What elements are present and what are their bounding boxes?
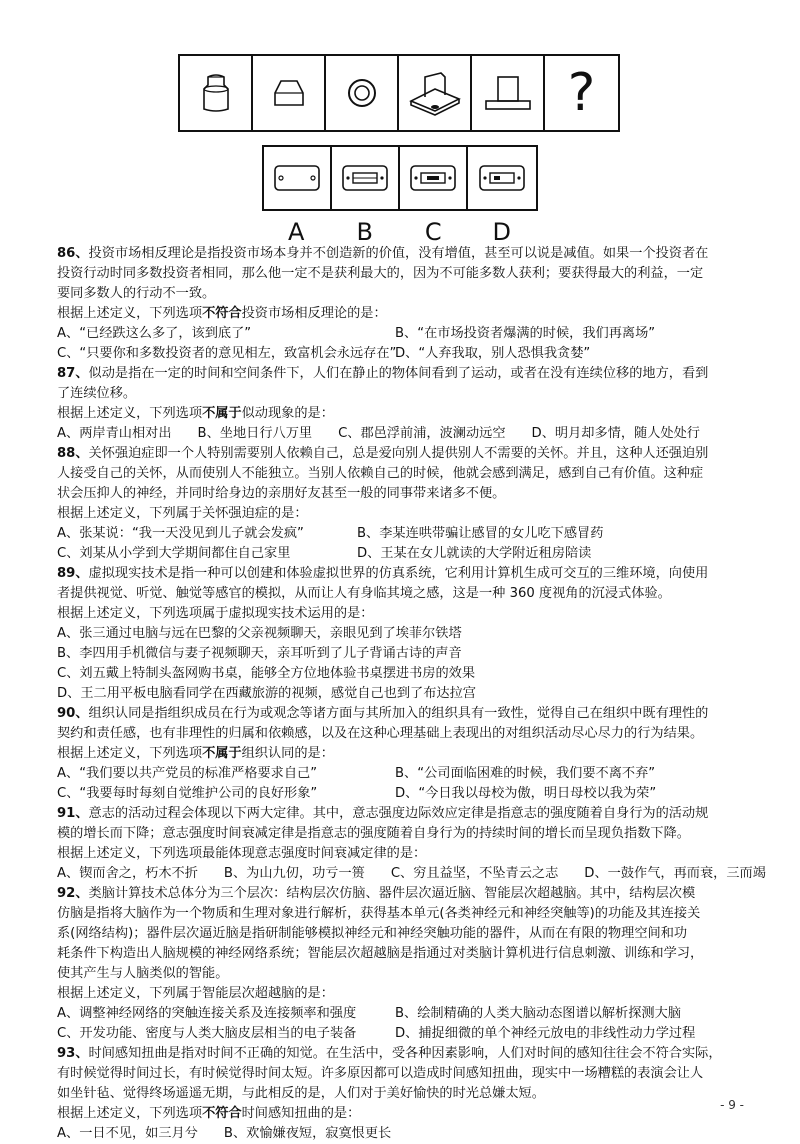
question-90-options-ab [57, 764, 747, 784]
figure-option-c [400, 147, 468, 209]
option-d[interactable]: D、王二用平板电脑看同学在西藏旅游的视频，感觉自己也到了布达拉宫 [57, 686, 476, 701]
option-b[interactable]: B、李四用手机微信与妻子视频聊天，亲耳听到了儿子背诵古诗的声音 [57, 646, 462, 661]
question-number: 90、 [57, 706, 89, 721]
option-c[interactable]: C、刘五戴上特制头盔网购书桌，能够全方位地体验书桌摆进书房的效果 [57, 666, 476, 681]
figure-option-b [332, 147, 400, 209]
option-c[interactable]: C、刘某从小学到大学期间都住自己家里 [57, 546, 291, 561]
ring-icon [342, 73, 382, 113]
option-a-shape-icon [272, 163, 322, 193]
stem-line: 者提供视觉、听觉、触觉等感官的模拟，从而让人有身临其境之感，这是一种 360 度视角的沉浸式体验。 [57, 586, 671, 601]
figure-option-d [468, 147, 536, 209]
option-a[interactable]: A、锲而舍之，朽木不折 [57, 866, 198, 881]
question-90-prompt [57, 744, 747, 764]
prompt-emphasis: 不符合 [202, 306, 242, 321]
option-b[interactable]: B、李某连哄带骗让感冒的女儿吃下感冒药 [357, 526, 604, 541]
figure-cell-4 [399, 56, 472, 130]
question-88-options-cd [57, 544, 747, 564]
question-93-prompt [57, 1104, 747, 1124]
stem-line: 使其产生与人脑类似的智能。 [57, 966, 229, 981]
stem-text: 时间感知扭曲是指对时间不正确的知觉。在生活中，受各种因素影响，人们对时间的感知往往会不符合实际， [88, 1046, 722, 1061]
question-88-stem-line [57, 444, 747, 464]
question-92-options-cd [57, 1024, 747, 1044]
option-c[interactable]: C、开发功能、密度与人类大脑皮层相当的电子装备 [57, 1026, 357, 1041]
stem-text: 关怀强迫症即一个人特别需要别人依赖自己，总是爱向别人提供别人不需要的关怀。并且，这种人还强迫别 [88, 446, 709, 461]
stem-line: 契约和责任感，也有非理性的归属和依赖感，以及在这种心理基础上表现出的对组织活动尽心尽力的行为结果。 [57, 726, 704, 741]
t-block-icon [482, 71, 534, 115]
figure-cell-1 [180, 56, 253, 130]
question-89-stem-line [57, 564, 747, 584]
stem-line: 状会压抑人的神经，并同时给身边的亲朋好友甚至一般的同事带来诸多不便。 [57, 486, 506, 501]
question-92-stem-line [57, 884, 747, 904]
option-label-a: A [288, 218, 305, 246]
option-label-d: D [492, 218, 511, 246]
question-number: 91、 [57, 806, 89, 821]
stem-line: 要同多数人的行动不一致。 [57, 286, 216, 301]
option-c[interactable]: C、郡邑浮前浦，波澜动远空 [338, 426, 506, 441]
question-90-stem-line [57, 704, 747, 724]
option-b[interactable]: B、欢愉嫌夜短，寂寞恨更长 [223, 1126, 392, 1141]
question-91-stem-line [57, 804, 747, 824]
question-number: 86、 [57, 246, 89, 261]
figure-cell-question [545, 56, 618, 130]
question-92-prompt: 根据上述定义，下列属于智能层次超越脑的是： [57, 986, 334, 1001]
option-c-shape-icon [408, 163, 458, 193]
stem-text: 组织认同是指组织成员在行为或观念等诸方面与其所加入的组织具有一致性，觉得自己在组织中既有理性的 [88, 706, 709, 721]
question-86-options-cd [57, 344, 747, 364]
stem-text: 投资市场相反理论是指投资市场本身并不创造新的价值，没有增值，甚至可以说是减值。如果一个投资者在 [88, 246, 709, 261]
cylinder-block-icon [196, 71, 236, 115]
option-label-b: B [356, 218, 373, 246]
option-b[interactable]: B、绘制精确的人类大脑动态图谱以解析探测大脑 [395, 1006, 681, 1021]
option-d[interactable]: D、捕捉细微的单个神经元放电的非线性动力学过程 [395, 1026, 696, 1041]
question-86-options-ab [57, 324, 747, 344]
question-86-prompt [57, 304, 747, 324]
page-number: - 9 - [720, 1098, 744, 1112]
prompt-text: 组织认同的是： [241, 746, 334, 761]
option-d[interactable]: D、一鼓作气，再而衰，三而竭 [584, 866, 766, 881]
option-d[interactable]: D、王某在女儿就读的大学附近租房陪读 [357, 546, 592, 561]
stem-line: 系(网络结构)；器件层次逼近脑是指研制能够模拟神经元和神经突触功能的器件，从而在有限的物理空间和功 [57, 926, 688, 941]
figure-cell-5 [472, 56, 545, 130]
figure-option-a [264, 147, 332, 209]
question-87-options [57, 424, 747, 444]
question-90-options-cd [57, 784, 747, 804]
stem-line: 仿脑是指将大脑作为一个物质和生理对象进行解析，获得基本单元(各类神经元和神经突触等)的功能及其连接关 [57, 906, 701, 921]
question-88-prompt: 根据上述定义，下列属于关怀强迫症的是： [57, 506, 308, 521]
question-89-prompt: 根据上述定义，下列选项属于虚拟现实技术运用的是： [57, 606, 374, 621]
stem-line: 人接受自己的关怀，从而使别人不能独立。当别人依赖自己的时候，他就会感到满足，感到自己有价值。这种症 [57, 466, 704, 481]
question-87-stem-line [57, 364, 747, 384]
prompt-emphasis: 不属于 [202, 746, 242, 761]
prompt-text: 根据上述定义，下列选项 [57, 306, 203, 321]
question-number: 89、 [57, 566, 89, 581]
stem-line: 模的增长而下降；意志强度时间衰减定律是指意志的强度随着自身行为的持续时间的增长而呈现负指数下降。 [57, 826, 690, 841]
question-number: 88、 [57, 446, 89, 461]
question-93-options [57, 1124, 747, 1144]
option-d[interactable]: D、“人弃我取，别人恐惧我贪婪” [395, 346, 591, 361]
stem-text: 似动是指在一定的时间和空间条件下，人们在静止的物体间看到了运动，或者在没有连续位移的地方，看到 [88, 366, 709, 381]
option-c[interactable]: C、“我要每时每刻自觉维护公司的良好形象” [57, 786, 318, 801]
option-b[interactable]: B、为山九仞，功亏一篑 [223, 866, 365, 881]
figure-cell-3 [326, 56, 399, 130]
question-86-stem-line [57, 244, 747, 264]
prompt-text: 根据上述定义，下列选项 [57, 746, 203, 761]
option-d[interactable]: D、“今日我以母校为傲，明日母校以我为荣” [395, 786, 657, 801]
option-a[interactable]: A、调整神经网络的突触连接关系及连接频率和强度 [57, 1006, 357, 1021]
option-label-c: C [424, 218, 442, 246]
trapezoid-block-icon [269, 73, 309, 113]
option-b[interactable]: B、“公司面临困难的时候，我们要不离不弃” [395, 766, 656, 781]
option-a[interactable]: A、两岸青山相对出 [57, 426, 172, 441]
stem-text: 类脑计算技术总体分为三个层次：结构层次仿脑、器件层次逼近脑、智能层次超越脑。其中，结构层次模 [88, 886, 696, 901]
prompt-emphasis: 不属于 [202, 406, 242, 421]
option-d[interactable]: D、明月却多情，随人处处行 [531, 426, 700, 441]
stem-line: 了连续位移。 [57, 386, 137, 401]
figure-options-row [262, 145, 538, 211]
prompt-text: 时间感知扭曲的是： [241, 1106, 361, 1121]
option-a[interactable]: A、张某说：“我一天没见到儿子就会发疯” [57, 526, 304, 541]
stem-text: 虚拟现实技术是指一种可以创建和体验虚拟世界的仿真系统，它利用计算机生成可交互的三维环境，向使用 [88, 566, 709, 581]
option-d-shape-icon [477, 163, 527, 193]
question-number: 93、 [57, 1046, 89, 1061]
figure-cell-2 [253, 56, 326, 130]
stem-line: 如坐针毡、觉得终场遥遥无期，与此相反的是，人们对于美好愉快的时光总嫌太短。 [57, 1086, 545, 1101]
questions-body [57, 244, 766, 1144]
question-mark: ? [567, 63, 596, 123]
figure-option-labels [262, 218, 538, 246]
option-c[interactable]: C、“只要你和多数投资者的意见相左，致富机会永远存在” [57, 346, 397, 361]
prompt-text: 根据上述定义，下列选项 [57, 1106, 203, 1121]
question-87-prompt [57, 404, 747, 424]
question-91-options [57, 864, 766, 884]
option-b-shape-icon [340, 163, 390, 193]
option-a[interactable]: A、“已经跌这么多了，该到底了” [57, 326, 252, 341]
stem-line: 耗条件下构造出人脑规模的神经网络系统；智能层次超越脑是指通过对类脑计算机进行信息刺激、训练和学习， [57, 946, 704, 961]
prompt-text: 似动现象的是： [241, 406, 334, 421]
question-92-options-ab [57, 1004, 747, 1024]
option-a[interactable]: A、张三通过电脑与远在巴黎的父亲视频聊天，亲眼见到了埃菲尔铁塔 [57, 626, 462, 641]
figure-question-row [178, 54, 620, 132]
question-number: 92、 [57, 886, 89, 901]
stem-line: 有时候觉得时间过长，有时候觉得时间太短。许多原因都可以造成时间感知扭曲，现实中一场糟糕的表演会让人 [57, 1066, 704, 1081]
question-number: 87、 [57, 366, 89, 381]
question-93-stem-line [57, 1044, 747, 1064]
stem-line: 投资行动时同多数投资者相同，那么他一定不是获利最大的，因为不可能多数人获利；要获得最大的利益，一定 [57, 266, 704, 281]
question-91-prompt: 根据上述定义，下列选项最能体现意志强度时间衰减定律的是： [57, 846, 427, 861]
option-c[interactable]: C、穷且益坚，不坠青云之志 [390, 866, 559, 881]
prompt-text: 投资市场相反理论的是： [241, 306, 387, 321]
option-a[interactable]: A、一日不见，如三月兮 [57, 1126, 198, 1141]
option-b[interactable]: B、“在市场投资者爆满的时候，我们再离场” [395, 326, 656, 341]
option-b[interactable]: B、坐地日行八万里 [197, 426, 313, 441]
prompt-emphasis: 不符合 [202, 1106, 242, 1121]
prompt-text: 根据上述定义，下列选项 [57, 406, 203, 421]
stem-text: 意志的活动过程会体现以下两大定律。其中，意志强度边际效应定律是指意志的强度随着自身行为的活动规 [88, 806, 709, 821]
question-88-options-ab [57, 524, 747, 544]
option-a[interactable]: A、“我们要以共产党员的标准严格要求自己” [57, 766, 318, 781]
mounted-block-icon [405, 67, 465, 119]
